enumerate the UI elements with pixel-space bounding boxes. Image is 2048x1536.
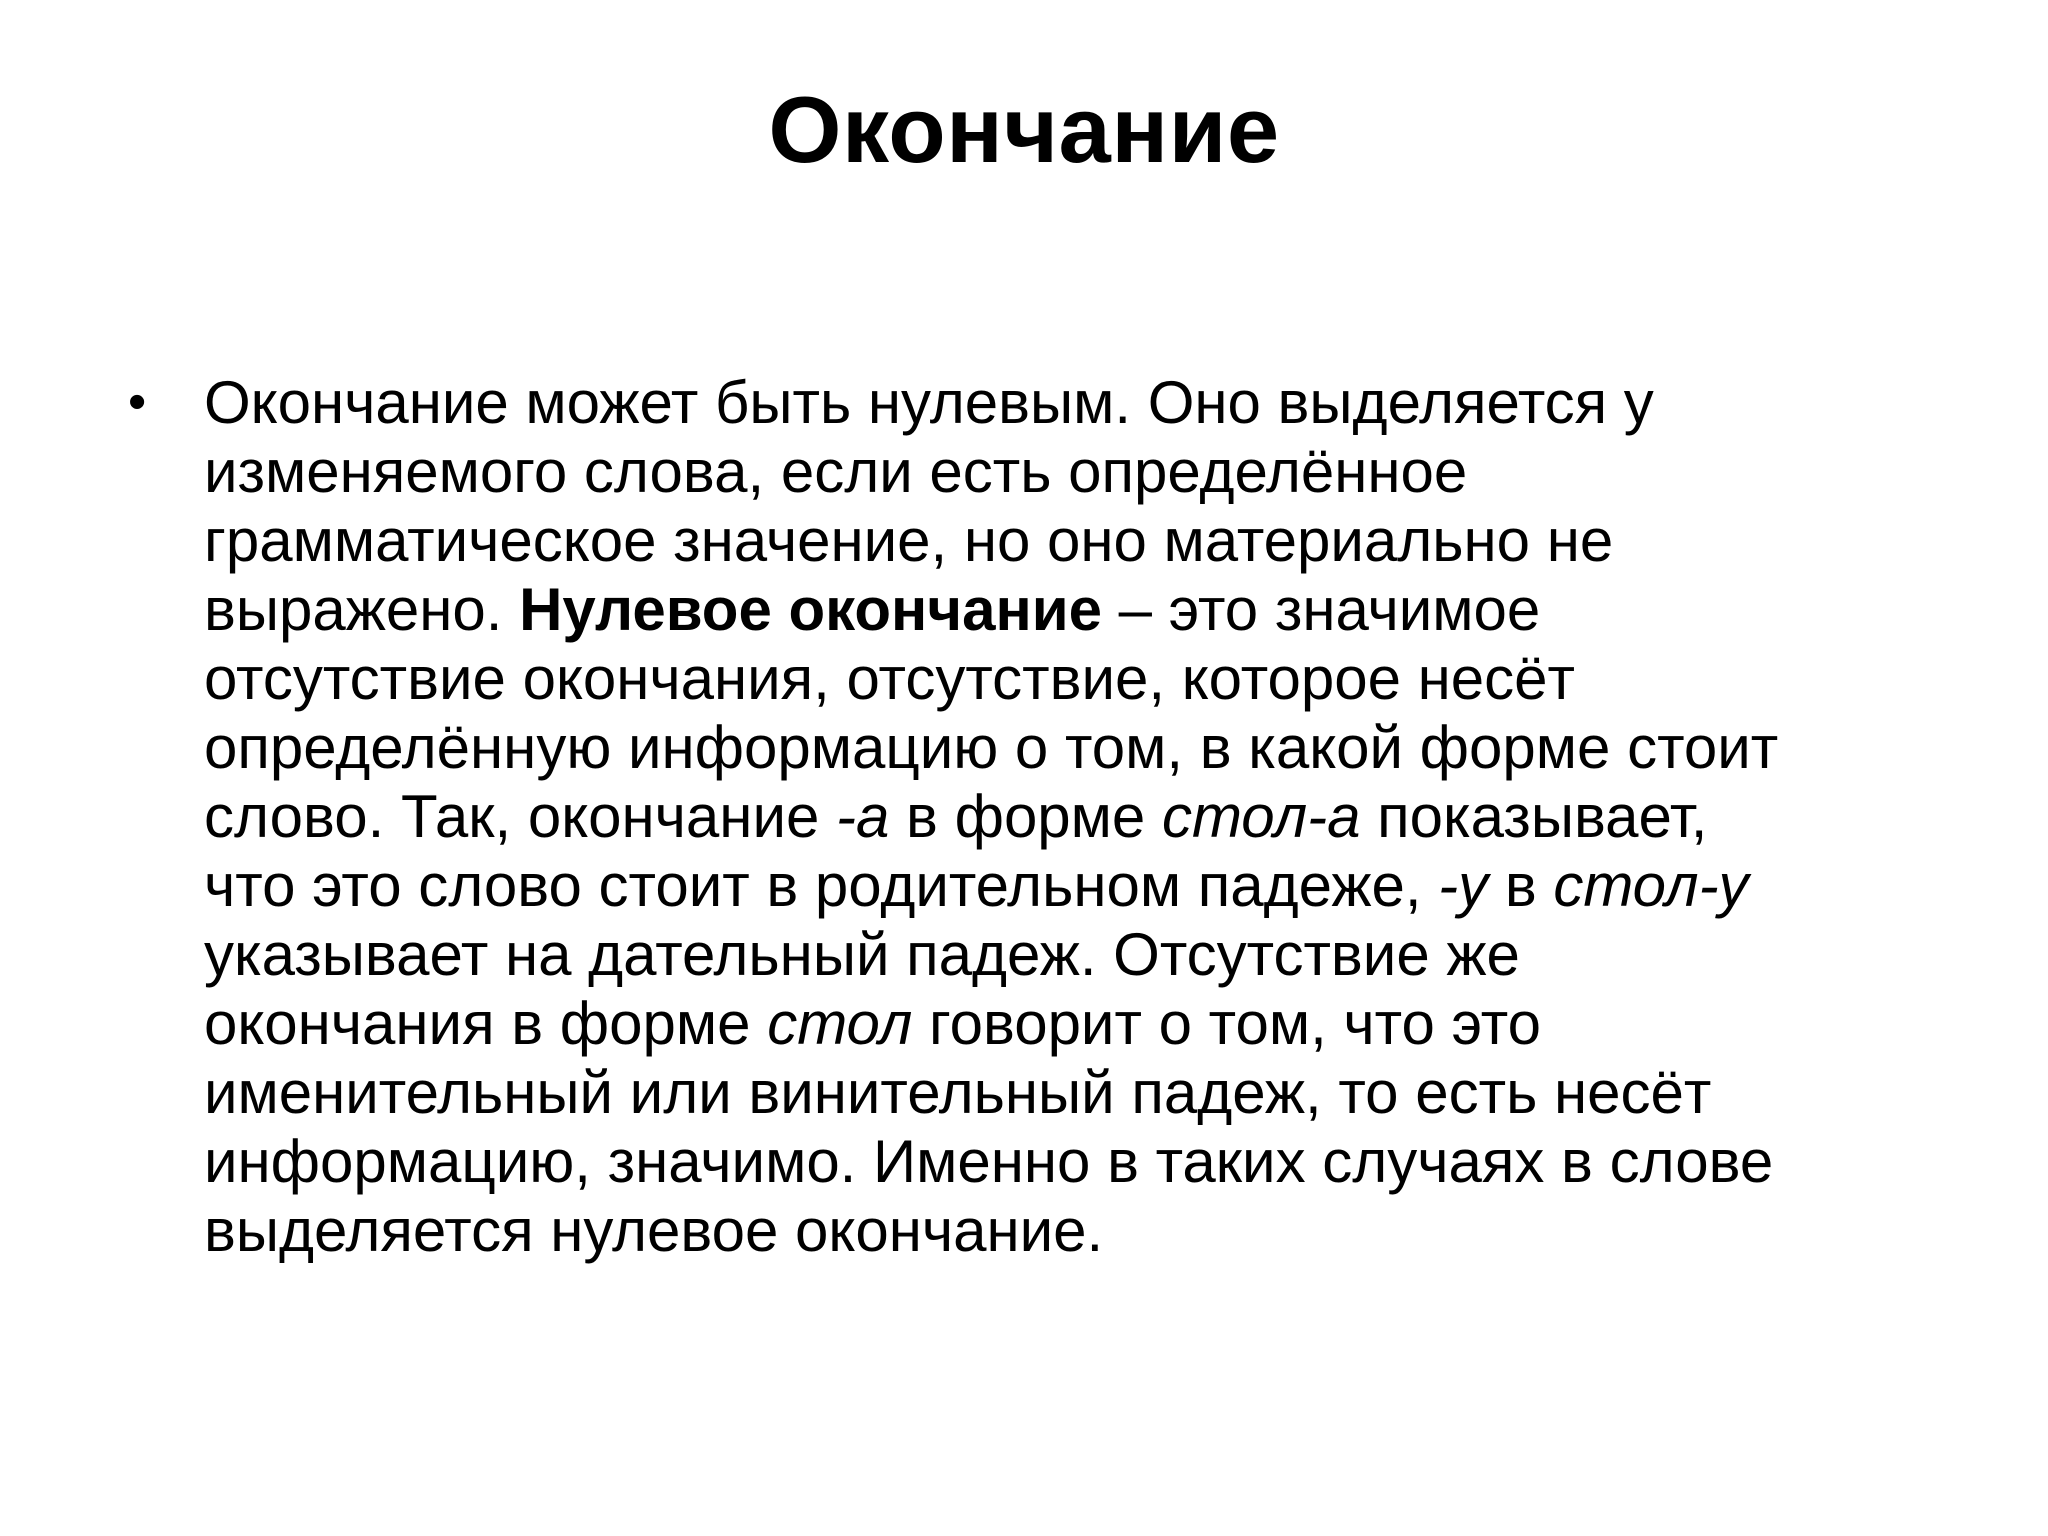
italic-example: стол — [767, 990, 913, 1057]
text-segment: указывает на дательный падеж. Отсутствие же — [204, 921, 1520, 988]
text-segment: информацию, значимо. Именно в таких случаях в слове — [204, 1128, 1774, 1195]
text-line-11 — [204, 1058, 1824, 1127]
text-segment: говорит о том, что это — [912, 990, 1541, 1057]
text-segment: отсутствие окончания, отсутствие, которое несёт — [204, 645, 1576, 712]
italic-example: -а — [836, 783, 890, 850]
slide-title: Окончание — [768, 77, 1280, 182]
bullet-paragraph — [204, 368, 1824, 1265]
text-line-3 — [204, 506, 1824, 575]
text-line-9 — [204, 920, 1824, 989]
text-segment: – это значимое — [1101, 576, 1541, 643]
text-line-1 — [204, 368, 1824, 437]
text-segment: окончания в форме — [204, 990, 768, 1057]
text-segment: именительный или винительный падеж, то есть несёт — [204, 1059, 1712, 1126]
text-segment: определённую информацию о том, в какой форме стоит — [204, 714, 1779, 781]
text-segment: выделяется нулевое окончание. — [204, 1197, 1104, 1264]
text-line-4 — [204, 575, 1824, 644]
text-line-12 — [204, 1127, 1824, 1196]
text-segment: слово. Так, окончание — [204, 783, 836, 850]
italic-example: -у — [1438, 852, 1489, 919]
text-line-13 — [204, 1196, 1824, 1265]
italic-example: стол-у — [1553, 852, 1749, 919]
text-segment: выражено. — [204, 576, 520, 643]
text-line-8 — [204, 851, 1824, 920]
text-segment: грамматическое значение, но оно материально не — [204, 507, 1614, 574]
text-segment: в форме — [889, 783, 1162, 850]
bullet-marker: • — [128, 373, 147, 431]
text-line-2 — [204, 437, 1824, 506]
slide-content — [120, 368, 1960, 1265]
text-segment: показывает, — [1360, 783, 1708, 850]
text-line-7 — [204, 782, 1824, 851]
italic-example: стол-а — [1161, 783, 1361, 850]
text-line-10 — [204, 989, 1824, 1058]
text-segment: что это слово стоит в родительном падеже, — [204, 852, 1439, 919]
text-segment: Окончание может быть нулевым. Оно выделяется у — [204, 369, 1654, 436]
text-segment: изменяемого слова, если есть определённое — [204, 438, 1468, 505]
bullet-item — [120, 368, 1960, 1265]
bold-term: Нулевое окончание — [519, 576, 1102, 643]
text-segment: в — [1488, 852, 1554, 919]
text-line-5 — [204, 644, 1824, 713]
text-line-6 — [204, 713, 1824, 782]
